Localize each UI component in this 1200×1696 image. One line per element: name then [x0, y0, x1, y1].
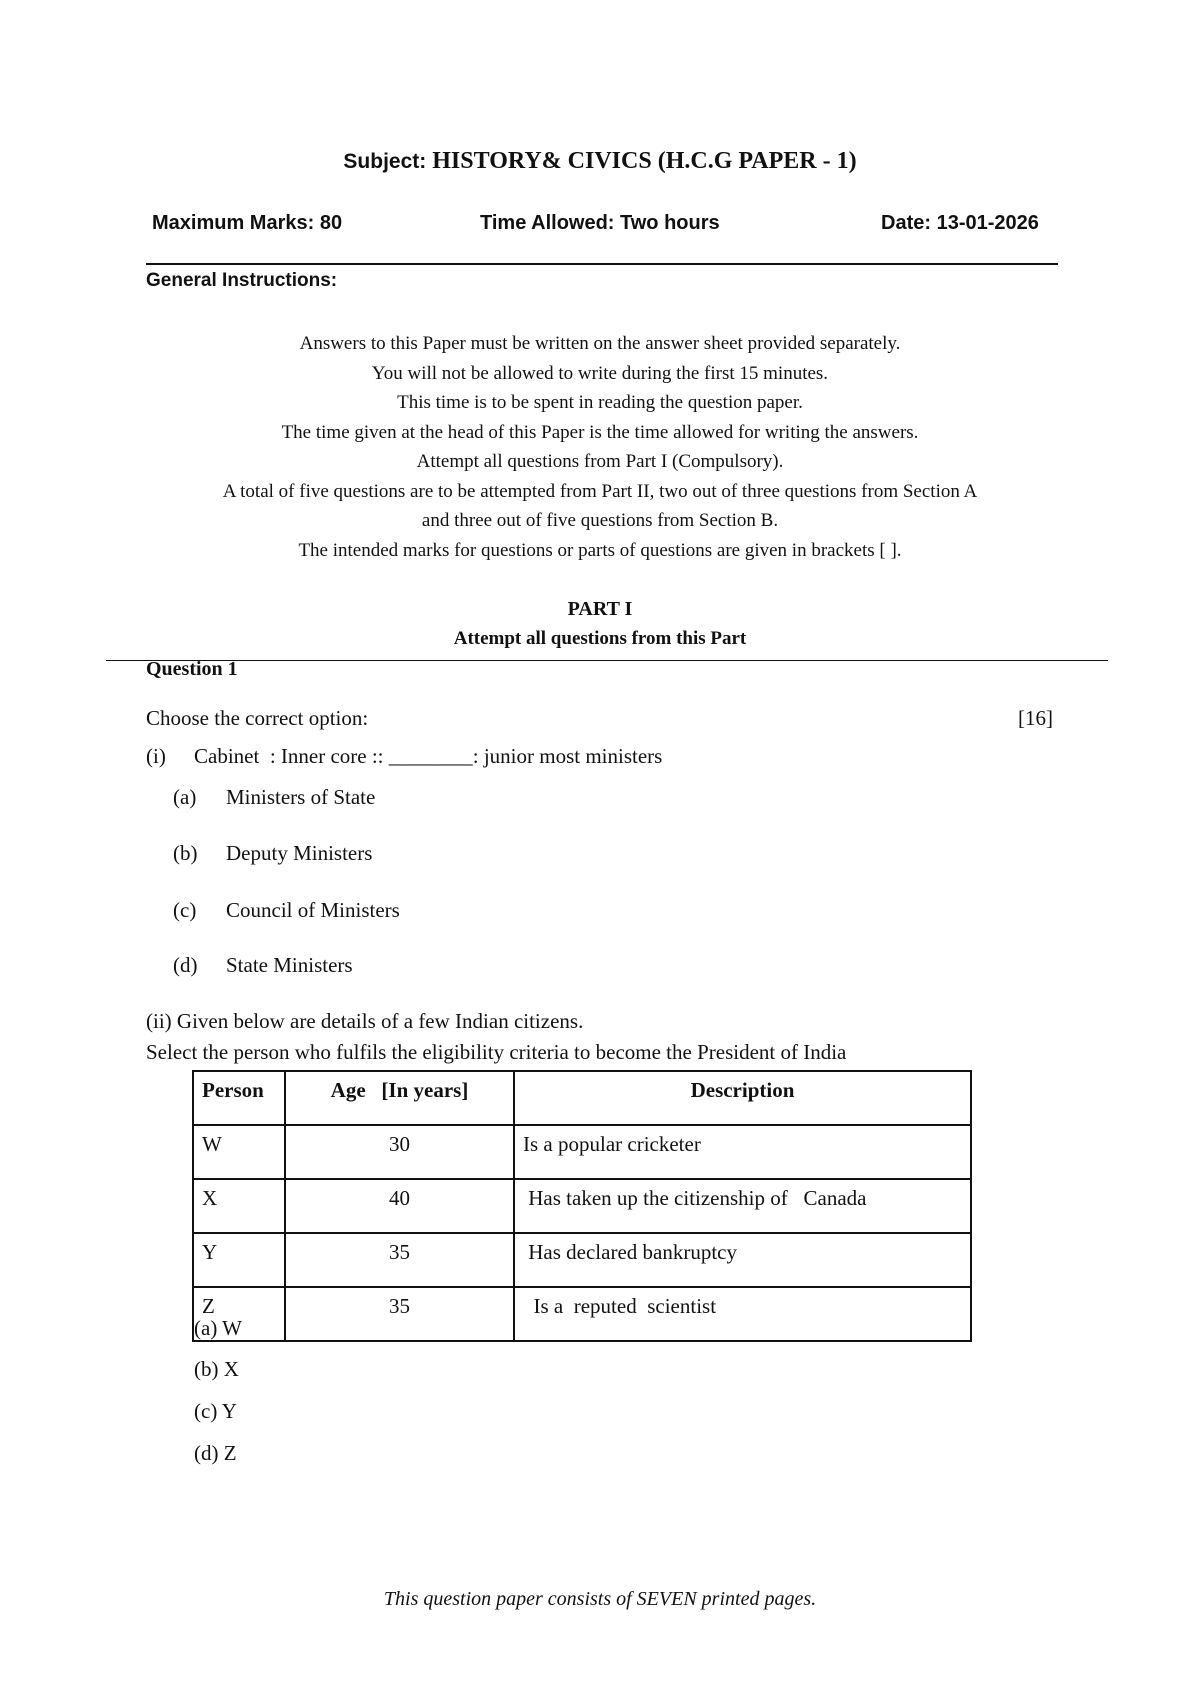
max-marks: Maximum Marks: 80: [152, 212, 343, 234]
instruction-line: This time is to be spent in reading the question paper.: [397, 392, 803, 413]
cell-description: Has declared bankruptcy: [514, 1233, 971, 1287]
question-prompt: Choose the correct option:: [146, 706, 369, 730]
option-label: (d): [173, 953, 198, 977]
option-text: Ministers of State: [226, 785, 376, 809]
answer-option: (d) Z: [194, 1441, 237, 1465]
subject-value: HISTORY& CIVICS (H.C.G PAPER - 1): [432, 148, 857, 174]
answer-option: (c) Y: [194, 1399, 237, 1423]
subject-label: Subject:: [343, 150, 427, 173]
part-subtitle: Attempt all questions from this Part: [453, 628, 747, 649]
cell-age: 35: [285, 1233, 514, 1287]
table-header-row: [193, 1071, 971, 1125]
question-marks: [16]: [1018, 706, 1053, 730]
column-header-age: Age [In years]: [285, 1071, 514, 1125]
header-divider: [146, 263, 1058, 265]
column-header-description: Description: [514, 1071, 971, 1125]
exam-date: Date: 13-01-2026: [881, 212, 1039, 234]
instruction-line: and three out of five questions from Section B.: [421, 510, 779, 531]
table-row: [193, 1287, 971, 1341]
cell-person: X: [193, 1179, 285, 1233]
cell-person: W: [193, 1125, 285, 1179]
subquestion-ii-line1: (ii) Given below are details of a few Indian citizens.: [146, 1009, 584, 1033]
instructions-title: General Instructions:: [146, 270, 338, 291]
table-row: [193, 1179, 971, 1233]
cell-age: 35: [285, 1287, 514, 1341]
option-text: Council of Ministers: [226, 898, 400, 922]
cell-description: Is a reputed scientist: [514, 1287, 971, 1341]
instruction-line: Answers to this Paper must be written on the answer sheet provided separately.: [299, 333, 901, 354]
instruction-line: The time given at the head of this Paper is the time allowed for writing the answers.: [281, 421, 919, 443]
column-header-person: Person: [193, 1071, 285, 1125]
question-title: Question 1: [146, 658, 238, 680]
page-title: [0, 148, 1200, 175]
answer-option: (b) X: [194, 1357, 239, 1381]
instruction-line: A total of five questions are to be attempted from Part II, two out of three questions from Section A: [222, 480, 978, 502]
instruction-line: You will not be allowed to write during the first 15 minutes.: [371, 362, 829, 384]
instruction-line: The intended marks for questions or parts of questions are given in brackets [ ].: [298, 539, 902, 561]
cell-person: Y: [193, 1233, 285, 1287]
option-label: (b): [173, 841, 198, 865]
citizens-table: [192, 1070, 972, 1342]
option-label: (c): [173, 898, 197, 922]
part-title: PART I: [567, 598, 633, 620]
cell-age: 40: [285, 1179, 514, 1233]
answer-option: (a) W: [194, 1316, 242, 1340]
option-text: State Ministers: [226, 953, 353, 977]
part-divider: [106, 660, 1108, 661]
instructions-list: [140, 329, 1060, 565]
page-footer: This question paper consists of SEVEN printed pages.: [383, 1588, 817, 1610]
cell-age: 30: [285, 1125, 514, 1179]
table-row: [193, 1233, 971, 1287]
instruction-line: Attempt all questions from Part I (Compulsory).: [416, 451, 784, 472]
subquestion-i-text: Cabinet : Inner core :: ________: junior most ministers: [194, 744, 663, 768]
cell-person: Z: [193, 1287, 285, 1341]
cell-description: Is a popular cricketer: [514, 1125, 971, 1179]
subquestion-ii-line2: Select the person who fulfils the eligibility criteria to become the President of India: [146, 1040, 847, 1064]
option-label: (a): [173, 785, 197, 809]
table-row: [193, 1125, 971, 1179]
time-allowed: Time Allowed: Two hours: [480, 212, 720, 234]
subquestion-i-label: (i): [146, 744, 166, 768]
cell-description: Has taken up the citizenship of Canada: [514, 1179, 971, 1233]
option-text: Deputy Ministers: [226, 841, 373, 865]
